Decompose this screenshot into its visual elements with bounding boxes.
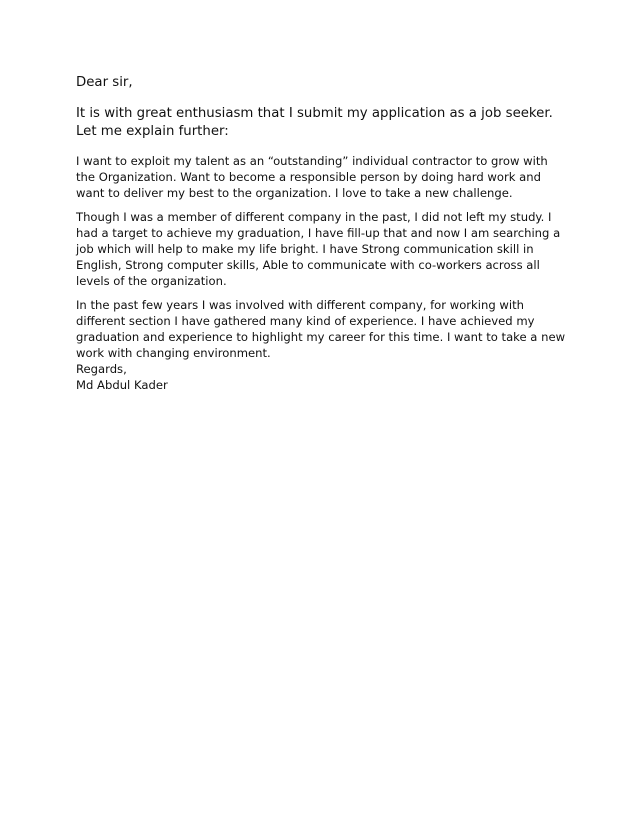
salutation: Dear sir, [76,75,133,90]
closing: Regards, [76,362,127,376]
intro-paragraph: It is with great enthusiasm that I submit my application as a job seeker. Let me explain further: [76,106,553,139]
signature-name: Md Abdul Kader [76,378,168,392]
letter-page [76,74,566,393]
body-paragraph-2: Though I was a member of different company in the past, I did not left my study. I had a target to achieve my graduation, I have fill-up that and now I am searching a job which will help to make my life bright. I have Strong communication skill in English, Strong computer skills, Able to communicate with co-workers across all levels of the organization. [76,210,561,288]
body-paragraph-3: In the past few years I was involved with different company, for working with different section I have gathered many kind of experience. I have achieved my graduation and experience to highlight my career for this time. I want to take a new work with changing environment. [76,298,566,360]
body-paragraph-1: I want to exploit my talent as an “outstanding” individual contractor to grow with the Organization. Want to become a responsible person by doing hard work and want to deliver my best to the organization. I love to take a new challenge. [76,154,548,200]
